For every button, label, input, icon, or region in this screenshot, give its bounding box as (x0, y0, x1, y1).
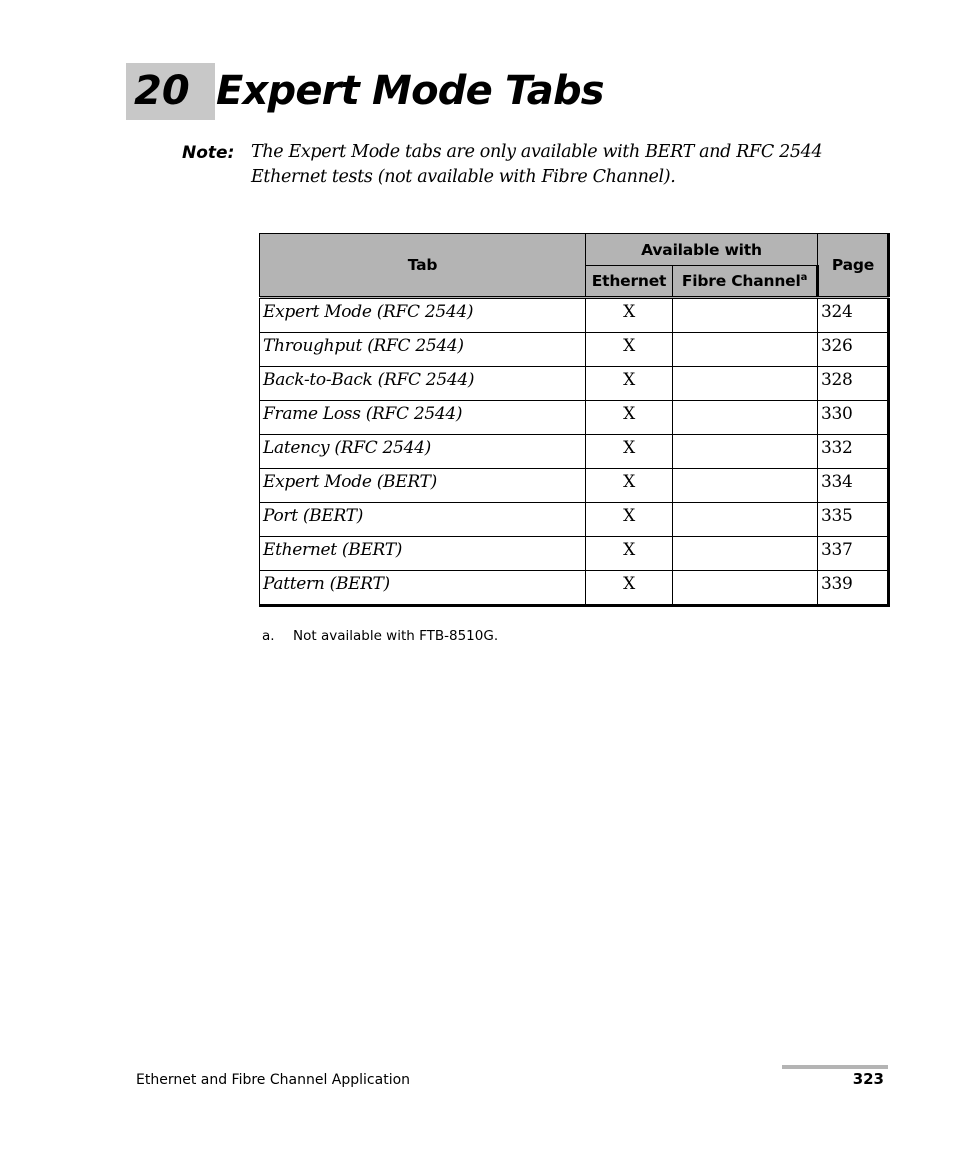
table-row (260, 367, 889, 401)
table-row (260, 401, 889, 435)
fibre-channel-cell (673, 298, 818, 333)
page-cell: 335 (818, 503, 889, 537)
page-cell: 326 (818, 333, 889, 367)
fibre-channel-cell (673, 367, 818, 401)
ethernet-cell: X (586, 401, 673, 435)
header-page: Page (818, 234, 889, 298)
footer-title: Ethernet and Fibre Channel Application (136, 1072, 411, 1088)
note-text: The Expert Mode tabs are only available with BERT and RFC 2544 Ethernet tests (not available with Fibre Channel). (251, 142, 823, 187)
tab-name-cell: Port (BERT) (260, 503, 586, 537)
header-ethernet: Ethernet (586, 266, 673, 298)
expert-mode-tabs-table (259, 233, 890, 607)
ethernet-cell: X (586, 298, 673, 333)
page-cell: 330 (818, 401, 889, 435)
ethernet-cell: X (586, 469, 673, 503)
header-fibre-channel-label: Fibre Channel (681, 272, 801, 290)
fibre-channel-cell (673, 537, 818, 571)
chapter-number: 20 (126, 63, 215, 120)
header-available-with: Available with (586, 234, 818, 266)
table-row (260, 333, 889, 367)
tab-name-cell: Ethernet (BERT) (260, 537, 586, 571)
footnote-mark: a. (262, 628, 275, 644)
fibre-channel-cell (673, 435, 818, 469)
page-cell: 334 (818, 469, 889, 503)
note-label: Note: (182, 143, 235, 163)
page-cell: 339 (818, 571, 889, 606)
table-row (260, 503, 889, 537)
footnote-reference: a (800, 272, 808, 283)
tab-name-cell: Throughput (RFC 2544) (260, 333, 586, 367)
fibre-channel-cell (673, 333, 818, 367)
tab-name-cell: Expert Mode (BERT) (260, 469, 586, 503)
tab-name-cell: Back-to-Back (RFC 2544) (260, 367, 586, 401)
table-footnote (262, 627, 498, 645)
ethernet-cell: X (586, 333, 673, 367)
chapter-title: Expert Mode Tabs (216, 68, 604, 114)
ethernet-cell: X (586, 503, 673, 537)
header-fibre-channel (673, 266, 818, 298)
fibre-channel-cell (673, 503, 818, 537)
table-row (260, 435, 889, 469)
ethernet-cell: X (586, 537, 673, 571)
ethernet-cell: X (586, 367, 673, 401)
table-row (260, 537, 889, 571)
table-row (260, 298, 889, 333)
ethernet-cell: X (586, 435, 673, 469)
footnote-text: Not available with FTB-8510G. (293, 628, 499, 644)
tab-name-cell: Pattern (BERT) (260, 571, 586, 606)
tab-name-cell: Expert Mode (RFC 2544) (260, 298, 586, 333)
page-cell: 332 (818, 435, 889, 469)
tab-name-cell: Latency (RFC 2544) (260, 435, 586, 469)
table-row (260, 571, 889, 606)
tab-name-cell: Frame Loss (RFC 2544) (260, 401, 586, 435)
page-cell: 337 (818, 537, 889, 571)
header-tab: Tab (260, 234, 586, 298)
ethernet-cell: X (586, 571, 673, 606)
table-row (260, 469, 889, 503)
fibre-channel-cell (673, 469, 818, 503)
page-number: 323 (852, 1070, 884, 1088)
fibre-channel-cell (673, 571, 818, 606)
fibre-channel-cell (673, 401, 818, 435)
page-cell: 324 (818, 298, 889, 333)
page-cell: 328 (818, 367, 889, 401)
